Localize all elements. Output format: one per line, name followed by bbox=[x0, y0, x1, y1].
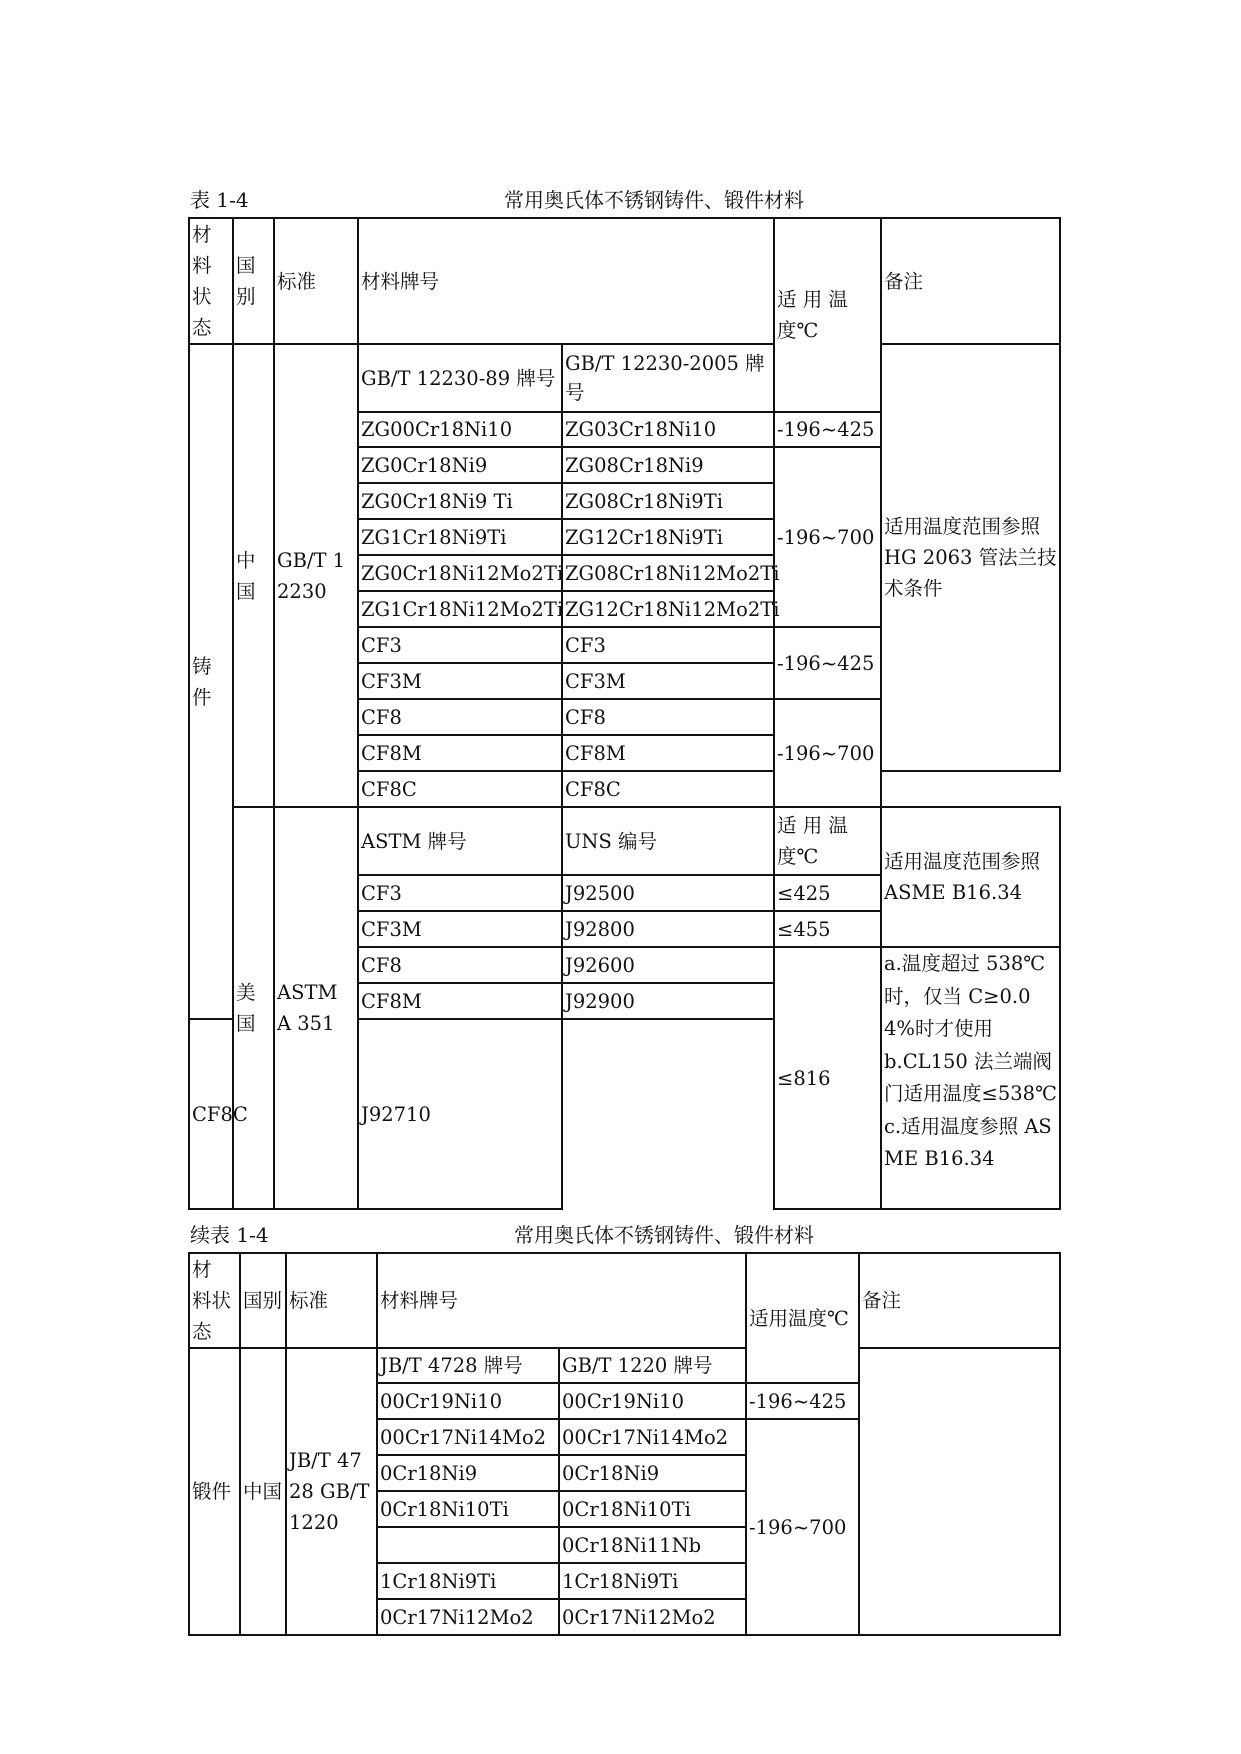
grade-a: 0Cr18Ni9 bbox=[377, 1455, 559, 1491]
table2-caption-number: 续表 1-4 bbox=[190, 1223, 269, 1247]
header-temp: 适 用 温 度℃ bbox=[774, 218, 881, 412]
col-a-header: GB/T 12230-89 牌号 bbox=[358, 344, 562, 412]
grade-a: ZG0Cr18Ni12Mo2Ti bbox=[358, 555, 562, 591]
grade-a: 00Cr19Ni10 bbox=[377, 1383, 559, 1419]
temp-cell: -196~700 bbox=[774, 699, 881, 807]
col-b-header: UNS 编号 bbox=[562, 807, 774, 875]
grade-b: CF3M bbox=[562, 663, 774, 699]
header-state: 材料状态 bbox=[189, 218, 233, 344]
grade-a: CF8 bbox=[358, 699, 562, 735]
grade-a: CF8C bbox=[358, 771, 562, 807]
grade-b: J92600 bbox=[562, 947, 774, 983]
grade-b: ZG03Cr18Ni10 bbox=[562, 412, 774, 447]
country-usa: 美国 bbox=[233, 807, 274, 1209]
grade-b: J92710 bbox=[358, 1019, 562, 1209]
temp-cell: -196~700 bbox=[746, 1419, 859, 1635]
standard-gbt12230: GB/T 12230 bbox=[274, 344, 358, 807]
grade-a: CF8M bbox=[358, 983, 562, 1019]
grade-b: 0Cr17Ni12Mo2 bbox=[559, 1599, 746, 1635]
header-grade: 材料牌号 bbox=[377, 1253, 746, 1348]
header-grade: 材料牌号 bbox=[358, 218, 774, 344]
header-state: 材 料状态 bbox=[189, 1253, 240, 1348]
grade-a: 0Cr17Ni12Mo2 bbox=[377, 1599, 559, 1635]
header-temp: 适用温度℃ bbox=[746, 1253, 859, 1383]
grade-a: CF3 bbox=[358, 627, 562, 663]
grade-b: J92500 bbox=[562, 875, 774, 911]
table2 bbox=[188, 1252, 1061, 1636]
table2-header-row bbox=[189, 1253, 1060, 1348]
col-a-header: JB/T 4728 牌号 bbox=[377, 1348, 559, 1383]
table-row bbox=[189, 1348, 1060, 1383]
grade-a: ZG1Cr18Ni12Mo2Ti bbox=[358, 591, 562, 627]
country-china: 中国 bbox=[240, 1348, 286, 1635]
grade-a: CF3M bbox=[358, 911, 562, 947]
remark-usa-2: a.温度超过 538℃时，仅当 C≥0.04%时才使用 b.CL150 法兰端阀门适用温度≤538℃ c.适用温度参照 ASME B16.34 bbox=[881, 947, 1060, 1209]
grade-a: CF3 bbox=[358, 875, 562, 911]
table1 bbox=[188, 217, 1061, 1210]
grade-b: ZG12Cr18Ni9Ti bbox=[562, 519, 774, 555]
state-cell: 锻件 bbox=[189, 1348, 240, 1635]
col-a-header: ASTM 牌号 bbox=[358, 807, 562, 875]
grade-b: ZG12Cr18Ni12Mo2Ti bbox=[562, 591, 774, 627]
grade-b: CF8C bbox=[562, 771, 774, 807]
grade-b: 00Cr17Ni14Mo2 bbox=[559, 1419, 746, 1455]
grade-a: ZG0Cr18Ni9 Ti bbox=[358, 483, 562, 519]
state-cell: 铸件 bbox=[189, 344, 233, 1019]
table-row bbox=[189, 344, 1060, 412]
header-country: 国别 bbox=[233, 218, 274, 344]
standard-jbt4728: JB/T 4728 GB/T 1220 bbox=[286, 1348, 377, 1635]
grade-b: J92900 bbox=[562, 983, 774, 1019]
temp-cell: ≤425 bbox=[774, 875, 881, 911]
remark-forging bbox=[859, 1348, 1060, 1635]
grade-b: 0Cr18Ni11Nb bbox=[559, 1527, 746, 1563]
grade-a bbox=[377, 1527, 559, 1563]
grade-a: 1Cr18Ni9Ti bbox=[377, 1563, 559, 1599]
table-row bbox=[189, 807, 1060, 875]
header-standard: 标准 bbox=[286, 1253, 377, 1348]
grade-b: CF3 bbox=[562, 627, 774, 663]
table1-header-row bbox=[189, 218, 1060, 344]
grade-b: ZG08Cr18Ni9Ti bbox=[562, 483, 774, 519]
table2-caption-title: 常用奥氏体不锈钢铸件、锻件材料 bbox=[514, 1223, 814, 1247]
grade-a: ZG0Cr18Ni9 bbox=[358, 447, 562, 483]
grade-b: CF8M bbox=[562, 735, 774, 771]
grade-a: ZG1Cr18Ni9Ti bbox=[358, 519, 562, 555]
grade-a: CF3M bbox=[358, 663, 562, 699]
remark-china: 适用温度范围参照 HG 2063 管法兰技术条件 bbox=[881, 344, 1060, 771]
header-standard: 标准 bbox=[274, 218, 358, 344]
table1-caption-title: 常用奥氏体不锈钢铸件、锻件材料 bbox=[504, 188, 804, 212]
temp-cell: ≤816 bbox=[774, 947, 881, 1209]
temp-header: 适 用 温 度℃ bbox=[774, 807, 881, 875]
grade-b: 0Cr18Ni10Ti bbox=[559, 1491, 746, 1527]
temp-cell: -196~425 bbox=[746, 1383, 859, 1419]
temp-cell: -196~425 bbox=[774, 412, 881, 447]
header-country: 国别 bbox=[240, 1253, 286, 1348]
col-b-header: GB/T 1220 牌号 bbox=[559, 1348, 746, 1383]
table1-caption-number: 表 1-4 bbox=[190, 188, 249, 212]
grade-b: ZG08Cr18Ni9 bbox=[562, 447, 774, 483]
grade-a: CF8C bbox=[189, 1019, 233, 1209]
standard-astm: ASTM A 351 bbox=[274, 807, 358, 1209]
grade-b: J92800 bbox=[562, 911, 774, 947]
remark-usa-1: 适用温度范围参照 ASME B16.34 bbox=[881, 807, 1060, 947]
country-china: 中国 bbox=[233, 344, 274, 807]
header-remark: 备注 bbox=[859, 1253, 1060, 1348]
grade-b: 1Cr18Ni9Ti bbox=[559, 1563, 746, 1599]
grade-b: 0Cr18Ni9 bbox=[559, 1455, 746, 1491]
grade-b: ZG08Cr18Ni12Mo2Ti bbox=[562, 555, 774, 591]
grade-b: 00Cr19Ni10 bbox=[559, 1383, 746, 1419]
grade-b: CF8 bbox=[562, 699, 774, 735]
grade-a: CF8M bbox=[358, 735, 562, 771]
temp-cell: -196~700 bbox=[774, 447, 881, 627]
col-b-header: GB/T 12230-2005 牌号 bbox=[562, 344, 774, 412]
grade-a: ZG00Cr18Ni10 bbox=[358, 412, 562, 447]
temp-cell: ≤455 bbox=[774, 911, 881, 947]
grade-a: CF8 bbox=[358, 947, 562, 983]
grade-a: 0Cr18Ni10Ti bbox=[377, 1491, 559, 1527]
header-remark: 备注 bbox=[881, 218, 1060, 344]
temp-cell: -196~425 bbox=[774, 627, 881, 699]
grade-a: 00Cr17Ni14Mo2 bbox=[377, 1419, 559, 1455]
